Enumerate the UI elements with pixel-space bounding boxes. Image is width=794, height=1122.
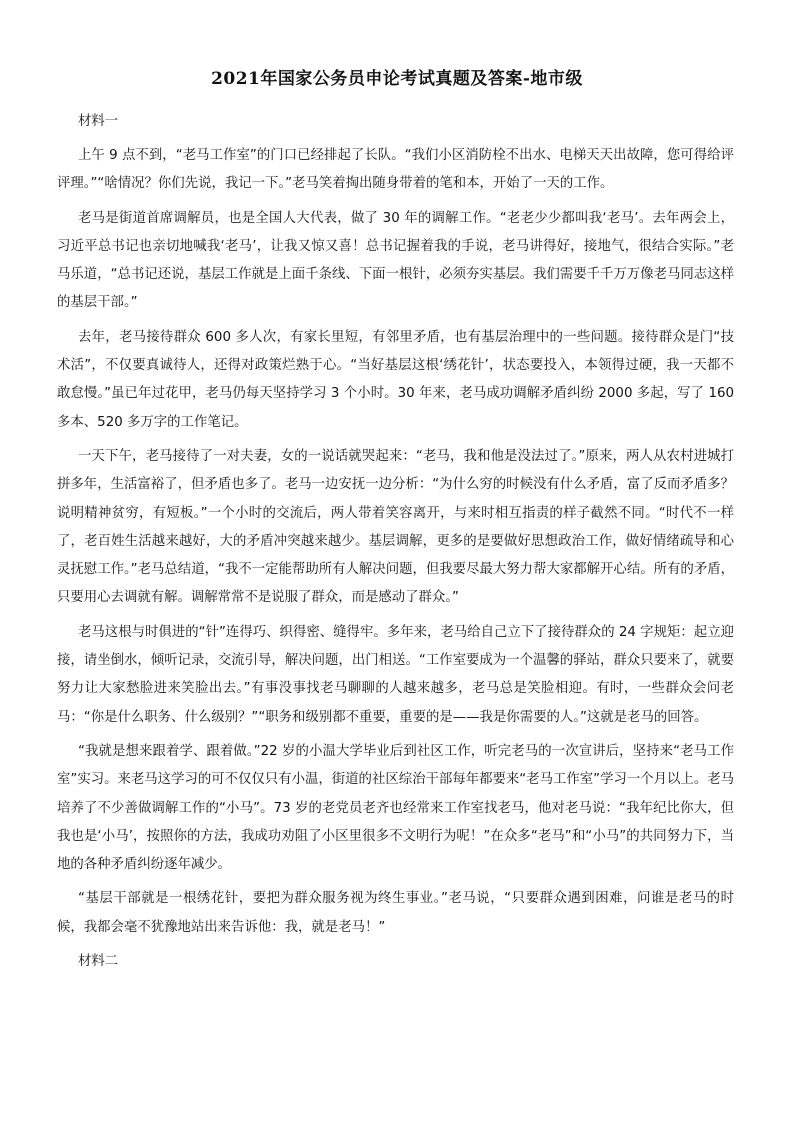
paragraph-4: 一天下午，老马接待了一对夫妻，女的一说话就哭起来：“老马，我和他是没法过了。”原来，两人从农村进城打拼多年，生活富裕了，但矛盾也多了。老马一边安抚一边分析：“为什么穷的时候没有什么矛盾，富了反而矛盾多？说明精神贫穷，有短板。”一个小时的交流后，两人带着笑容离开，与来时相互指责的样子截然不同。“时代不一样了，老百姓生活越来越好，大的矛盾冲突越来越少。基层调解，更多的是要做好思想政治工作，做好情绪疏导和心灵抚慰工作。”老马总结道，“我不一定能帮助所有人解决问题，但我要尽最大努力帮大家都解开心结。所有的矛盾，只要用心去调就有解。调解常常不是说服了群众，而是感动了群众。” — [57, 448, 734, 606]
paragraph-7: “基层干部就是一根绣花针，要把为群众服务视为终生事业。”老马说，“只要群众遇到困难，问谁是老马的时候，我都会毫不犹豫地站出来告诉他：我，就是老马！” — [57, 891, 734, 935]
document-body — [0, 108, 794, 982]
document-title: 2021年国家公务员申论考试真题及答案-地市级 — [211, 69, 583, 89]
paragraph-5: 老马这根与时俱进的“针”连得巧、织得密、缝得牢。多年来，老马给自己立下了接待群众的 24 字规矩：起立迎接，请坐倒水，倾听记录，交流引导，解决问题，出门相送。“工作室要成为一个温馨的驿站，群众只要来了，就要努力让大家愁脸进来笑脸出去。”有事没事找老马聊聊的人越来越多，老马总是笑脸相迎。有时，一些群众会问老马：“你是什么职务、什么级别？”“职务和级别都不重要，重要的是——我是你需要的人。”这就是老马的回答。 — [57, 624, 734, 725]
paragraph-3: 去年，老马接待群众 600 多人次，有家长里短，有邻里矛盾，也有基层治理中的一些问题。接待群众是门“技术活”，不仅要真诚待人，还得对政策烂熟于心。“当好基层这根‘绣花针’，状态要投入，本领得过硬，我一天都不敢怠慢。”虽已年过花甲，老马仍每天坚持学习 3 个小时。30 年来，老马成功调解矛盾纠纷 2000 多起，写了 160 多本、520 多万字的工作笔记。 — [57, 329, 734, 430]
paragraph-6: “我就是想来跟着学、跟着做。”22 岁的小温大学毕业后到社区工作，听完老马的一次宣讲后，坚持来“老马工作室”实习。来老马这学习的可不仅仅只有小温，街道的社区综治干部每年都要来“老马工作室”学习一个月以上。老马培养了不少善做调解工作的“小马”。73 岁的老党员老齐也经常来工作室找老马，他对老马说：“我年纪比你大，但我也是‘小马’，按照你的方法，我成功劝阻了小区里很多不文明行为呢！”在众多“老马”和“小马”的共同努力下，当地的各种矛盾纠纷逐年减少。 — [57, 743, 734, 873]
section-label-material-1: 材料一 — [78, 114, 119, 129]
section-label-material-2: 材料二 — [78, 954, 119, 970]
paragraph-2: 老马是街道首席调解员，也是全国人大代表，做了 30 年的调解工作。“老老少少都叫我‘老马’。去年两会上，习近平总书记也亲切地喊我‘老马’，让我又惊又喜！总书记握着我的手说，老马讲得好，接地气，很结合实际。”老马乐道，“总书记还说，基层工作就是上面千条线、下面一根针，必须夯实基层。我们需要千千万万像老马同志这样的基层干部。” — [57, 210, 734, 311]
paragraph-1: 上午 9 点不到，“老马工作室”的门口已经排起了长队。“我们小区消防栓不出水、电梯天天出故障，您可得给评评理。”“啥情况？你们先说，我记一下。”老马笑着掏出随身带着的笔和本，开始了一天的工作。 — [57, 148, 734, 192]
